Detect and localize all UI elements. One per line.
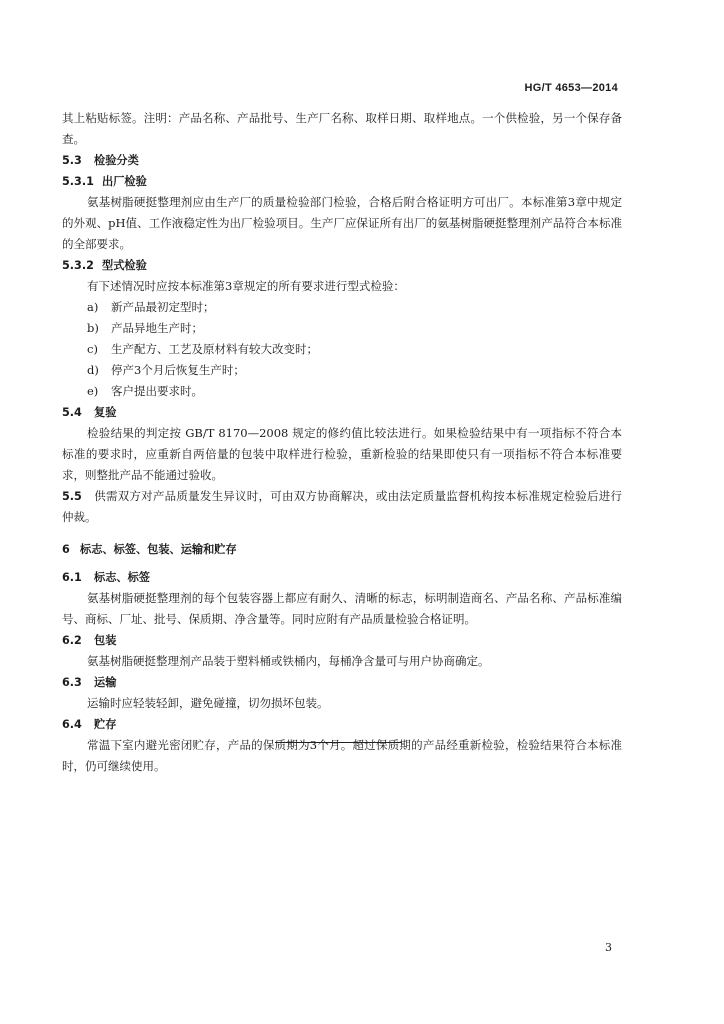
heading-title: 标志、标签、包装、运输和贮存 (80, 543, 237, 556)
heading-6-3 (62, 672, 622, 693)
list-item (87, 318, 622, 339)
list-text: 停产3个月后恢复生产时； (111, 363, 245, 377)
list-item (87, 339, 622, 360)
heading-title: 贮存 (94, 718, 117, 731)
heading-number: 5.3.1 (62, 175, 94, 188)
list-marker: a) (87, 300, 99, 314)
heading-5-3-2 (62, 255, 622, 276)
heading-title: 标志、标签 (94, 571, 150, 584)
list-text: 新产品最初定型时； (111, 300, 215, 314)
heading-number: 6.3 (62, 676, 82, 689)
list-item (87, 297, 622, 318)
continuation-paragraph: 其上粘贴标签。注明：产品名称、产品批号、生产厂名称、取样日期、取样地点。一个供检验，另一个保存备查。 (62, 111, 622, 146)
paragraph-5-5 (62, 486, 622, 528)
heading-6 (62, 539, 622, 560)
standard-code: HG/T 4653—2014 (524, 82, 618, 94)
list-marker: d) (87, 363, 99, 377)
heading-number: 5.5 (62, 490, 82, 503)
heading-number: 5.3 (62, 154, 82, 167)
list-item (87, 360, 622, 381)
heading-number: 6.1 (62, 571, 82, 584)
paragraph-6-4: 常温下室内避光密闭贮存，产品的保质期为3个月。超过保质期的产品经重新检验，检验结果符合本标准时，仍可继续使用。 (62, 738, 622, 773)
paragraph-5-3-1: 氨基树脂硬挺整理剂应由生产厂的质量检验部门检验，合格后附合格证明方可出厂。本标准第3章中规定的外观、pH值、工作液稳定性为出厂检验项目。生产厂应保证所有出厂的氨基树脂硬挺整理剂产品符合本标准的全部要求。 (62, 195, 622, 251)
list-marker: b) (87, 321, 99, 335)
list-item (87, 381, 622, 402)
heading-number: 5.3.2 (62, 259, 94, 272)
heading-title: 检验分类 (94, 154, 139, 167)
list-marker: e) (87, 384, 99, 398)
heading-6-4 (62, 714, 622, 735)
heading-title: 包装 (94, 634, 117, 647)
heading-number: 6.2 (62, 634, 82, 647)
heading-6-2 (62, 630, 622, 651)
heading-title: 出厂检验 (102, 175, 147, 188)
heading-title: 运输 (94, 676, 117, 689)
end-of-document-line (275, 742, 402, 743)
paragraph-6-1: 氨基树脂硬挺整理剂的每个包装容器上都应有耐久、清晰的标志，标明制造商名、产品名称、产品标准编号、商标、厂址、批号、保质期、净含量等。同时应附有产品质量检验合格证明。 (62, 591, 622, 626)
heading-number: 5.4 (62, 406, 82, 419)
heading-number: 6.4 (62, 718, 82, 731)
list-text: 客户提出要求时。 (111, 384, 203, 398)
paragraph-5-3-2-intro: 有下述情况时应按本标准第3章规定的所有要求进行型式检验： (87, 279, 405, 293)
paragraph-6-3: 运输时应轻装轻卸，避免碰撞，切勿损坏包装。 (87, 696, 329, 710)
page-number: 3 (605, 941, 612, 954)
heading-5-4 (62, 402, 622, 423)
heading-5-3 (62, 150, 622, 171)
list-text: 生产配方、工艺及原材料有较大改变时； (111, 342, 318, 356)
document-body (62, 108, 622, 777)
heading-title: 型式检验 (102, 259, 147, 272)
paragraph-text: 供需双方对产品质量发生异议时，可由双方协商解决，或由法定质量监督机构按本标准规定检验后进行仲裁。 (62, 489, 622, 524)
heading-title: 复验 (94, 406, 117, 419)
list-text: 产品异地生产时； (111, 321, 203, 335)
heading-5-3-1 (62, 171, 622, 192)
list-marker: c) (87, 342, 98, 356)
paragraph-6-2: 氨基树脂硬挺整理剂产品装于塑料桶或铁桶内，每桶净含量可与用户协商确定。 (87, 654, 490, 668)
heading-6-1 (62, 567, 622, 588)
paragraph-5-4: 检验结果的判定按 GB/T 8170—2008 规定的修约值比较法进行。如果检验结果中有一项指标不符合本标准的要求时，应重新自两倍量的包装中取样进行检验，重新检验的结果即使只有一项指标不符合本标准要求，则整批产品不能通过验收。 (62, 426, 622, 482)
heading-number: 6 (62, 543, 70, 556)
